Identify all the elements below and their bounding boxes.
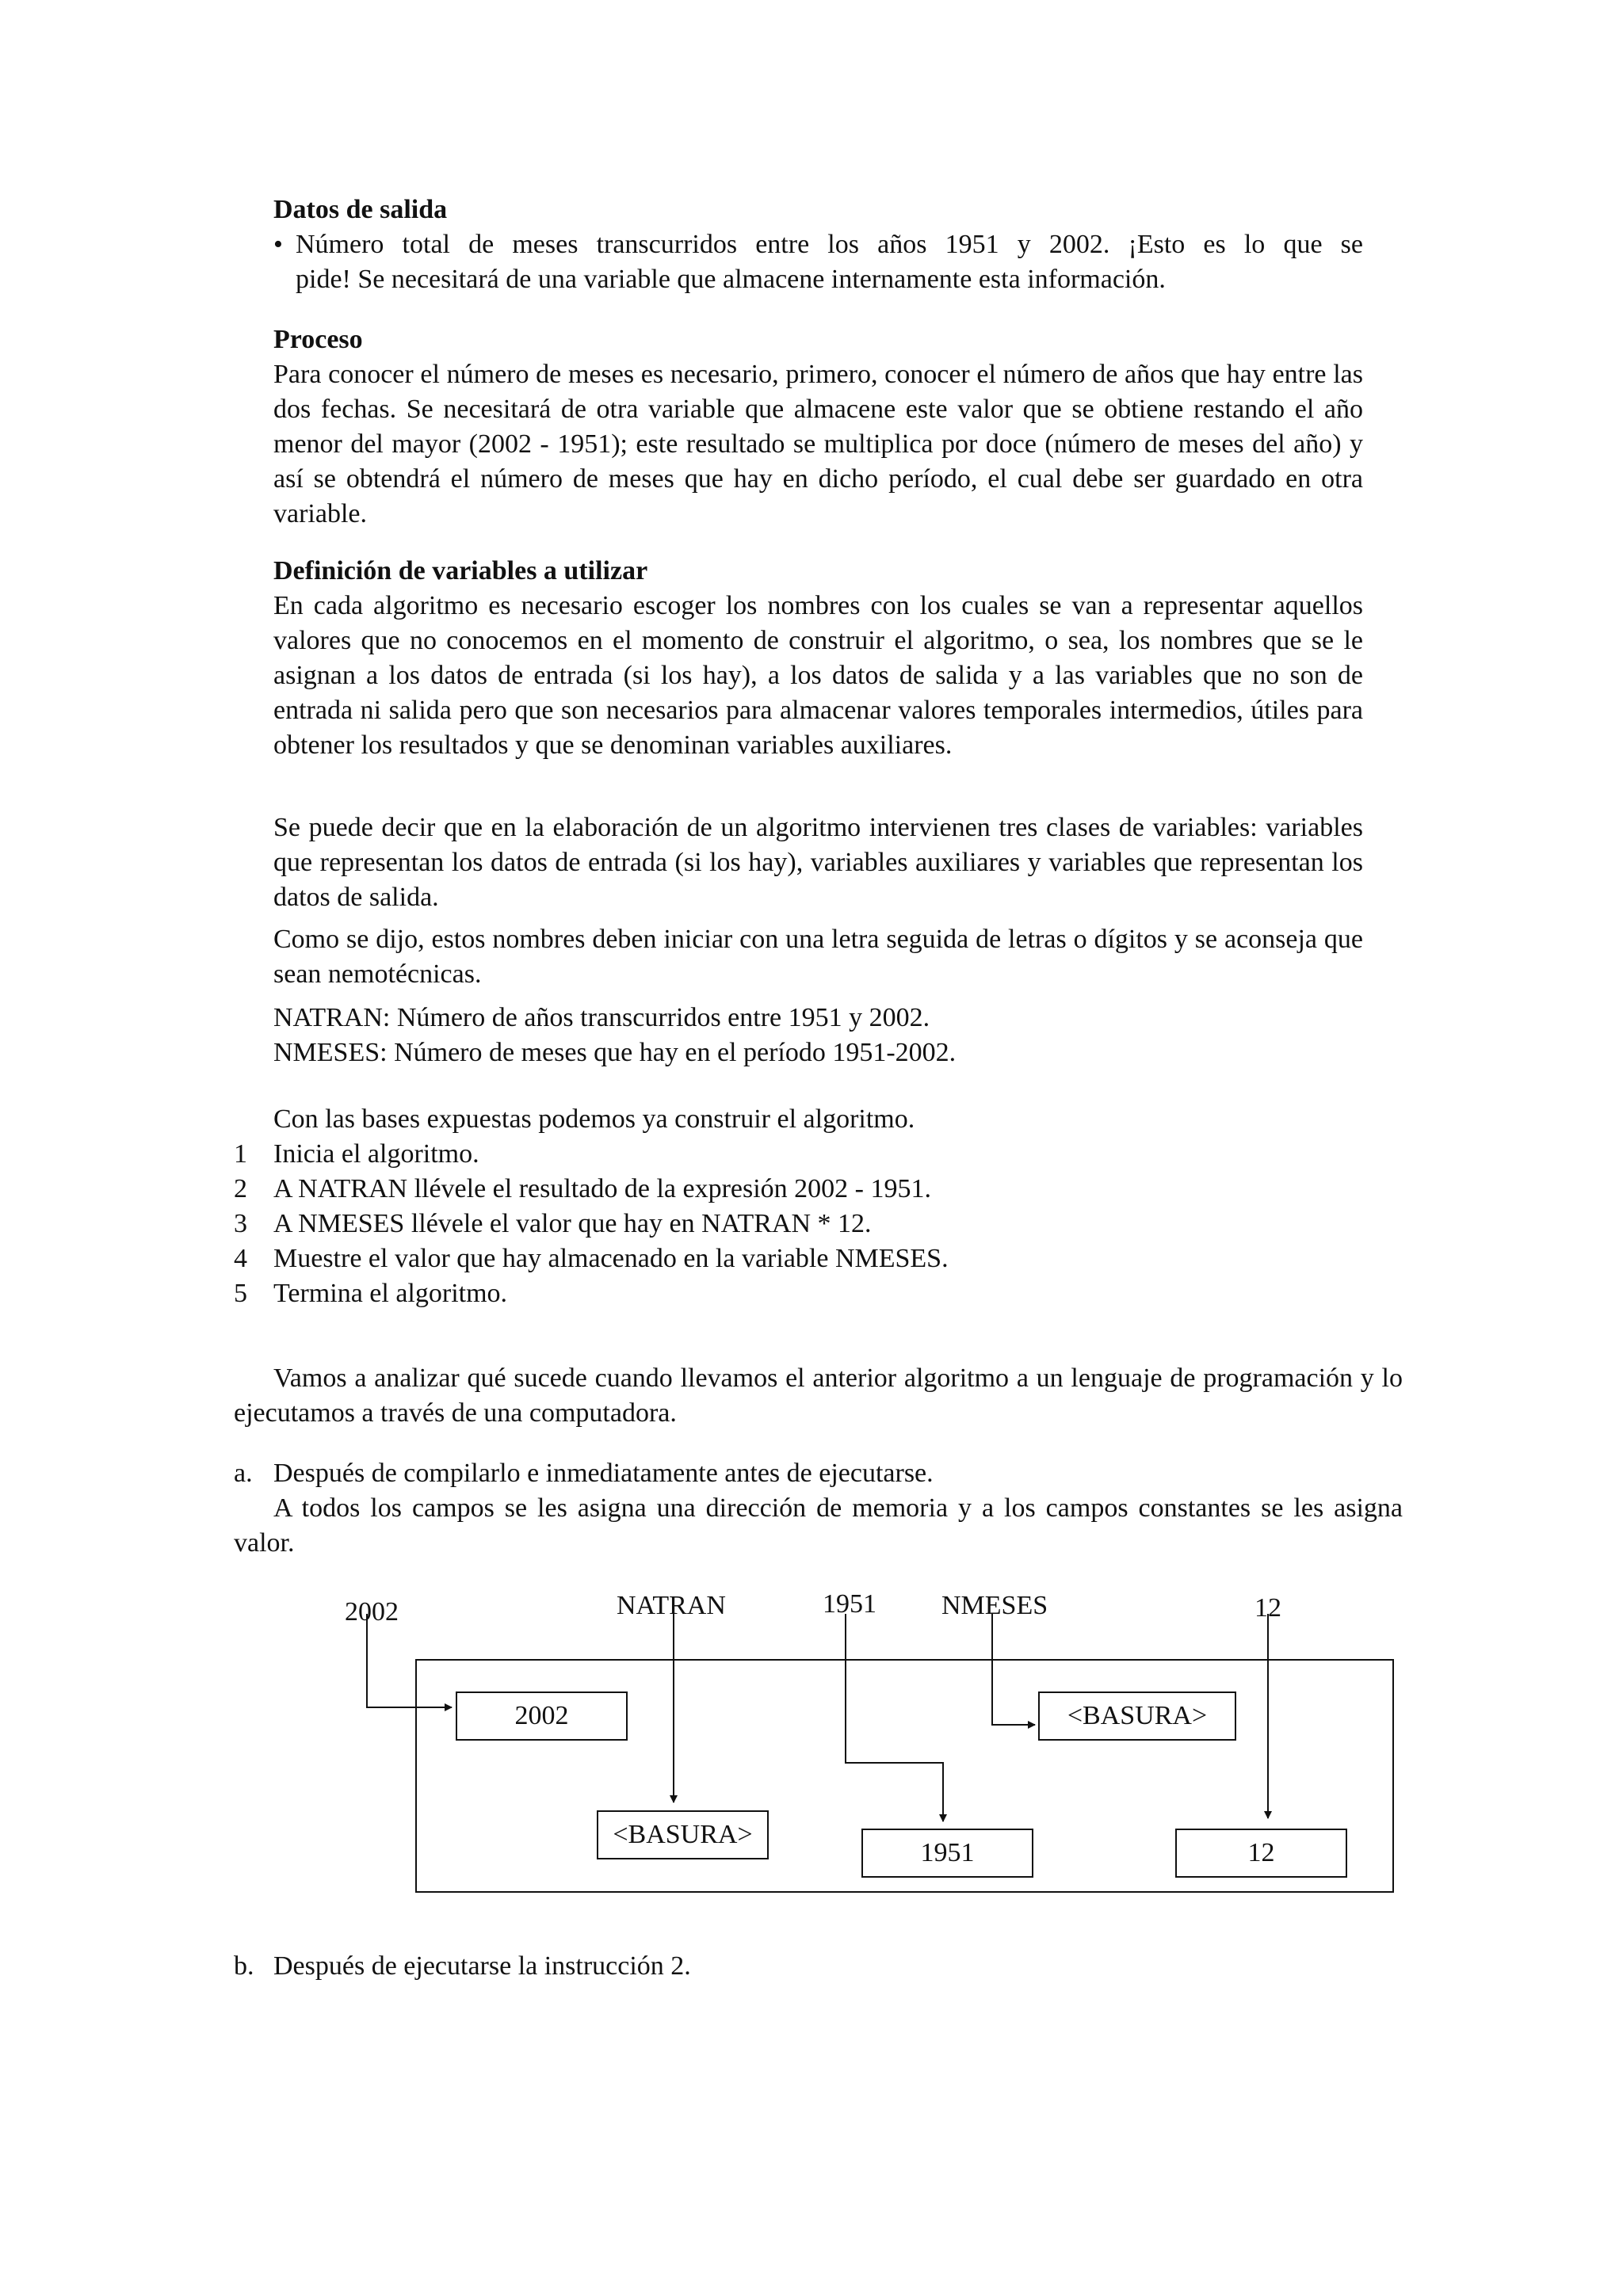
variable-nmeses-definition: NMESES: Número de meses que hay en el período 1951-2002. bbox=[273, 1038, 957, 1067]
step-number: 1 bbox=[234, 1139, 247, 1169]
step-text: Inicia el algoritmo. bbox=[273, 1139, 479, 1169]
label-nmeses: NMESES bbox=[941, 1591, 1048, 1620]
paragraph-asignacion: A todos los campos se les asigna una dirección de memoria y a los campos constantes se les asigna valor. bbox=[234, 1493, 1403, 1558]
bullet-line-2: pide! Se necesitará de una variable que almacene internamente esta información. bbox=[296, 265, 1166, 294]
algorithm-step bbox=[234, 1276, 507, 1311]
step-text: Termina el algoritmo. bbox=[273, 1279, 508, 1308]
memory-box-2002: 2002 bbox=[456, 1691, 628, 1741]
step-number: 3 bbox=[234, 1209, 247, 1238]
algorithm-step bbox=[234, 1172, 931, 1207]
arrow-nmeses bbox=[992, 1614, 1035, 1725]
list-item-b bbox=[234, 1949, 691, 1984]
step-text: Muestre el valor que hay almacenado en la variable NMESES. bbox=[273, 1244, 949, 1273]
label-constant-2002: 2002 bbox=[345, 1597, 399, 1627]
bullet-line-1: Número total de meses transcurridos entre los años 1951 y 2002. ¡Esto es lo que se bbox=[296, 230, 1363, 259]
paragraph-analisis: Vamos a analizar qué sucede cuando llevamos el anterior algoritmo a un lenguaje de programación y lo ejecutamos a través de una computadora. bbox=[234, 1363, 1403, 1428]
list-text-b: Después de ejecutarse la instrucción 2. bbox=[273, 1951, 691, 1981]
algorithm-intro: Con las bases expuestas podemos ya construir el algoritmo. bbox=[273, 1104, 915, 1134]
paragraph-definicion-3: Como se dijo, estos nombres deben iniciar con una letra seguida de letras o dígitos y se aconseja que sean nemotécnicas. bbox=[273, 925, 1363, 989]
heading-proceso: Proceso bbox=[273, 325, 363, 354]
bullet-item bbox=[273, 227, 1363, 297]
memory-diagram bbox=[333, 1581, 1426, 1913]
paragraph-definicion-1: En cada algoritmo es necesario escoger los nombres con los cuales se van a representar aquellos valores que no conocemos en el momento de construir el algoritmo, o sea, los nombres que se le asignan a los datos de entrada (si los hay), a los datos de salida y a las variables que no son de entrada ni salida pero que son necesarios para almacenar valores temporales intermedios, útiles para obtener los resultados y que se denominan variables auxiliares. bbox=[273, 591, 1363, 760]
step-number: 2 bbox=[234, 1174, 247, 1203]
paragraph-proceso: Para conocer el número de meses es necesario, primero, conocer el número de años que hay entre las dos fechas. Se necesitará de otra variable que almacene este valor que se obtiene restando el año menor del mayor (2002 - 1951); este resultado se multiplica por doce (número de meses del año) y así se obtendrá el número de meses que hay en dicho período, el cual debe ser guardado en otra variable. bbox=[273, 360, 1363, 528]
step-number: 4 bbox=[234, 1244, 247, 1273]
algorithm-step bbox=[234, 1241, 949, 1276]
variable-natran-definition: NATRAN: Número de años transcurridos entre 1951 y 2002. bbox=[273, 1003, 930, 1032]
heading-definicion: Definición de variables a utilizar bbox=[273, 556, 648, 585]
list-label-b: b. bbox=[234, 1951, 254, 1981]
label-constant-12: 12 bbox=[1254, 1593, 1281, 1623]
memory-box-1951: 1951 bbox=[861, 1829, 1033, 1878]
step-text: A NATRAN llévele el resultado de la expresión 2002 - 1951. bbox=[273, 1174, 931, 1203]
list-label-a: a. bbox=[234, 1459, 253, 1488]
step-number: 5 bbox=[234, 1279, 247, 1308]
paragraph-definicion-2: Se puede decir que en la elaboración de un algoritmo intervienen tres clases de variables: variables que representan los datos de entrada (si los hay), variables auxiliares y variables que representan los datos de salida. bbox=[273, 813, 1363, 912]
label-natran: NATRAN bbox=[617, 1591, 726, 1620]
bullet-symbol: • bbox=[273, 230, 283, 259]
memory-box-natran: <BASURA> bbox=[597, 1810, 769, 1859]
list-item-a bbox=[234, 1456, 934, 1491]
memory-box-12: 12 bbox=[1175, 1829, 1347, 1878]
algorithm-step bbox=[234, 1137, 479, 1172]
algorithm-step bbox=[234, 1207, 872, 1241]
label-constant-1951: 1951 bbox=[823, 1589, 876, 1619]
list-text-a: Después de compilarlo e inmediatamente antes de ejecutarse. bbox=[273, 1459, 934, 1488]
heading-datos-salida: Datos de salida bbox=[273, 195, 448, 224]
arrow-1951 bbox=[846, 1614, 943, 1821]
memory-box-nmeses: <BASURA> bbox=[1038, 1691, 1236, 1741]
step-text: A NMESES llévele el valor que hay en NATRAN * 12. bbox=[273, 1209, 872, 1238]
